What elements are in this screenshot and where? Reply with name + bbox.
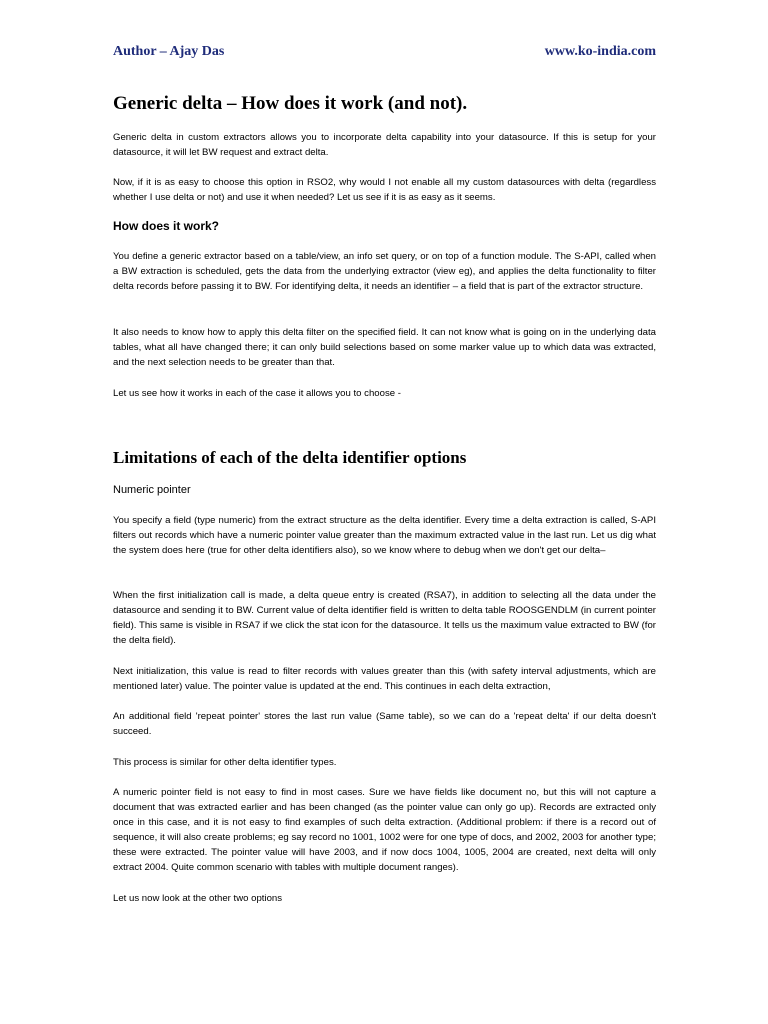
how-it-works-paragraph-1: You define a generic extractor based on a table/view, an info set query, or on top of a function module. The S-API, called when a BW extraction is scheduled, gets the data from the underlying extractor (view eg), and applies the delta functionality to filter delta records before passing it to BW. For identifying delta, it needs an identifier – a field that is part of the extractor structure. [113,251,656,292]
intro-paragraph-1: Generic delta in custom extractors allows you to incorporate delta capability into your datasource. If this is setup for your datasource, it will let BW request and extract delta. [113,132,656,158]
page-header [113,44,656,60]
numeric-pointer-paragraph-7: Let us now look at the other two options [113,893,283,904]
how-it-works-paragraph-3: Let us see how it works in each of the case it allows you to choose - [113,388,401,399]
numeric-pointer-paragraph-2: When the first initialization call is made, a delta queue entry is created (RSA7), in addition to selecting all the data under the datasource and sending it to BW. Current value of delta identifier field is written to delta table ROOSGENDLM (in current pointer field). This same is visible in RSA7 if we click the stat icon for the datasource. It tells us the maximum value extracted to BW (for the delta field). [113,590,656,646]
intro-paragraph-2: Now, if it is as easy to choose this option in RSO2, why would I not enable all my custom datasources with delta (regardless whether I use delta or not) and use it when needed? Let us see if it is as easy as it seems. [113,177,656,203]
section-heading-limitations: Limitations of each of the delta identifier options [113,448,467,467]
section-heading-how-it-works: How does it work? [113,219,220,233]
how-it-works-paragraph-2: It also needs to know how to apply this delta filter on the specified field. It can not know what is going on in the underlying data tables, what all have changed there; it can only build selections based on some marker value up to which data was extracted, and the next selection needs to be greater than that. [113,327,656,368]
document-title: Generic delta – How does it work (and not). [113,93,468,114]
numeric-pointer-paragraph-5: This process is similar for other delta identifier types. [113,757,337,768]
numeric-pointer-paragraph-4: An additional field 'repeat pointer' stores the last run value (Same table), so we can do a 'repeat delta' if our delta doesn't succeed. [113,711,656,737]
author-name: Author – Ajay Das [113,44,225,59]
subsection-heading-numeric-pointer: Numeric pointer [113,484,191,496]
website-link[interactable]: www.ko-india.com [544,44,656,59]
numeric-pointer-paragraph-1: You specify a field (type numeric) from the extract structure as the delta identifier. Every time a delta extraction is called, S-API filters out records which have a numeric pointer value greater than the maximum extracted value in the last run. Let us dig what the system does here (true for other delta identifiers also), so we know where to debug when we don't get our delta– [113,515,656,556]
numeric-pointer-paragraph-6: A numeric pointer field is not easy to find in most cases. Sure we have fields like document no, but this will not capture a document that was extracted earlier and has been changed (as the pointer value can only go up). Records are extracted only once in this case, and it is not easy to find examples of such delta extraction. (Additional problem: if there is a record out of sequence, it will also create problems; eg say record no 1001, 1002 were for one type of docs, and 2002, 2003 for another type; these were extracted. The pointer value will have 2003, and if now docs 1004, 1005, 2004 are created, next delta will only extract 2004. Quite common scenario with tables with multiple document ranges). [113,787,656,873]
numeric-pointer-paragraph-3: Next initialization, this value is read to filter records with values greater than this (with safety interval adjustments, which are mentioned later) value. The pointer value is updated at the end. This continues in each delta extraction, [113,666,656,692]
